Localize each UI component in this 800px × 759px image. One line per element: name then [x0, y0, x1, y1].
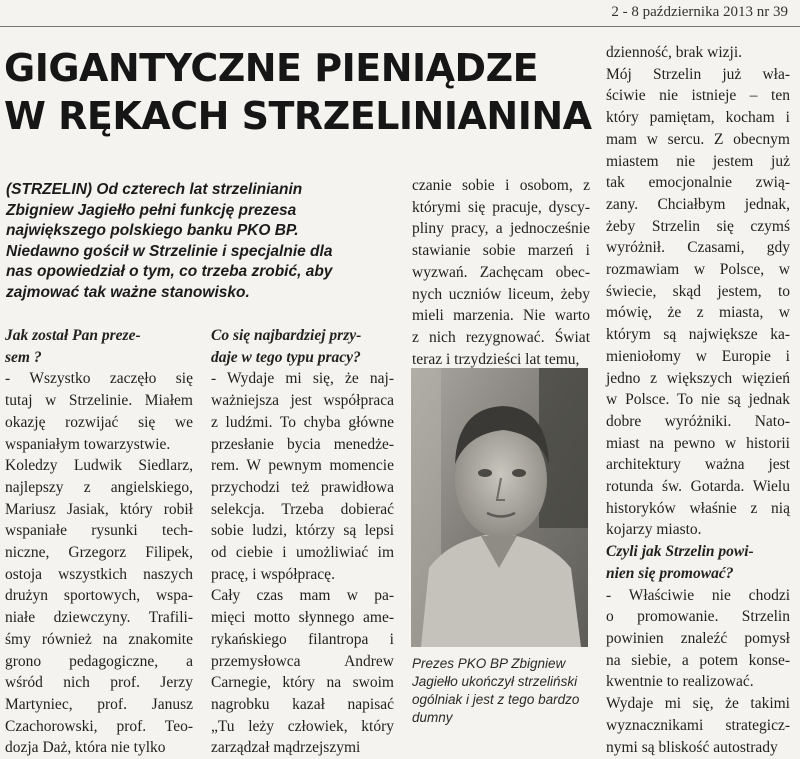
headline-line: W RĘKACH STRZELINIANINA: [4, 94, 592, 138]
column-text-line: sobie ludzi, którzy są lepsi: [211, 522, 394, 540]
caption-line: Jagiełło ukończył strzeliński: [412, 674, 578, 689]
column-text-line: zany. Chciałbym jednak,: [606, 195, 790, 213]
text-column-4: [606, 42, 790, 758]
column-text-line: - Wydaje mi się, że naj-: [211, 370, 394, 388]
text-column-2: [211, 325, 394, 759]
column-text-line: ważniejsza jest współpraca: [211, 392, 394, 410]
column-text-line: ściwie nie istnieje – ten: [606, 87, 790, 105]
column-text-line: z ludźmi. To chyba główne: [211, 413, 394, 431]
column-text-line: nych uczniów liceum, żeby: [412, 285, 590, 303]
headline-line: GIGANTYCZNE PIENIĄDZE: [4, 46, 539, 90]
column-text-line: wspaniałym towarzystwie.: [5, 435, 171, 453]
column-text-line: mówię, że z miasta, w: [606, 304, 790, 322]
column-text-line: Wydaje mi się, że takimi: [606, 695, 790, 713]
column-text-line: rotunda św. Gotarda. Wielu: [606, 478, 790, 496]
text-column-1: [5, 325, 193, 759]
issue-date: 2 - 8 października 2013 nr 39: [611, 4, 788, 20]
column-text-line: ostoja wszystkich naszych: [5, 565, 193, 583]
column-text-line: którymi się pracuje, dyscy-: [412, 198, 590, 216]
column-text-line: niczne, Grzegorz Filipek,: [5, 544, 193, 562]
column-text-line: pracę, i współpracę.: [211, 565, 335, 583]
caption-line: dumny: [412, 710, 453, 725]
column-text-line: mieli marzenia. Nie warto: [412, 307, 590, 325]
lead-line: największego polskiego banku PKO BP.: [6, 222, 299, 240]
column-text-line: „Tu leży człowiek, który: [211, 717, 394, 735]
column-text-line: - Wszystko zaczęło się: [5, 370, 193, 388]
interview-question-line: sem ?: [5, 348, 42, 366]
lead-line: zajmować tak ważne stanowisko.: [6, 283, 250, 301]
column-text-line: nagrobku kazał napisać: [211, 695, 394, 713]
column-text-line: przemysłowca Andrew: [211, 652, 394, 670]
column-text-line: żeby Strzelin się czymś: [606, 217, 790, 235]
column-text-line: rozmawiam w Polsce, w: [606, 261, 790, 279]
portrait-photo: [411, 368, 588, 647]
column-text-line: Martyniec, prof. Janusz: [5, 695, 193, 713]
column-text-line: dzienność, brak wizji.: [606, 44, 743, 61]
column-text-line: mieniołomy w Europie i: [606, 347, 790, 365]
lead-line: nas opowiedział o tym, co trzeba zrobić, aby: [6, 263, 333, 281]
column-text-line: dozja Daż, która nie tylko: [5, 739, 166, 757]
column-text-line: rem. W pewnym momencie: [211, 457, 394, 475]
text-column-3: [412, 175, 590, 370]
column-text-line: przesłanie bycia menedże-: [211, 435, 394, 453]
column-text-line: dobre wyróżniki. Nato-: [606, 412, 790, 430]
column-text-line: zarządzał mądrzejszymi: [211, 739, 361, 757]
caption-line: Prezes PKO BP Zbigniew: [412, 656, 566, 671]
column-text-line: na siebie, a potem konse-: [606, 651, 790, 669]
column-text-line: tutaj w Strzelinie. Miałem: [5, 392, 193, 410]
column-text-line: stawianie sobie marzeń i: [412, 242, 590, 260]
headline: [4, 44, 594, 140]
column-text-line: powinien znaleźć pomysł: [606, 629, 790, 647]
column-text-line: wspaniałe rysunki tech-: [5, 522, 193, 540]
column-text-line: rykańskiego filantropa i: [211, 630, 394, 648]
column-text-line: drużyn sportowych, wspa-: [5, 587, 193, 605]
column-text-line: czanie sobie i osobom, z: [412, 177, 590, 194]
column-text-line: miast na pewno w historii: [606, 434, 790, 452]
header-divider: [0, 26, 800, 27]
column-text-line: wyznacznikami strategicz-: [606, 716, 790, 734]
column-text-line: w Polsce. To nie są jednak: [606, 391, 790, 409]
column-text-line: wyróżnił. Czasami, gdy: [606, 239, 790, 257]
column-text-line: nymi są bliskość autostrady: [606, 738, 778, 756]
interview-question-line: daje w tego typu pracy?: [211, 348, 361, 366]
column-text-line: mam w sercu. Z obecnym: [606, 130, 790, 148]
lead-line: Zbigniew Jagiełło pełni funkcję prezesa: [6, 201, 297, 219]
caption-line: ogólniak i jest z tego bardzo: [412, 692, 580, 707]
column-text-line: który pamiętam, kocham i: [606, 109, 790, 127]
column-text-line: niałe dziewczyny. Trafili-: [5, 609, 193, 627]
column-text-line: Carnegie, który na swoim: [211, 674, 394, 692]
lead-line: (STRZELIN) Od czterech lat strzelinianin: [6, 181, 303, 198]
column-text-line: - Właściwie nie chodzi: [606, 586, 790, 604]
interview-question-line: Czyli jak Strzelin powi-: [606, 543, 754, 561]
column-text-line: mięci motto słynnego ame-: [211, 609, 394, 627]
interview-question-line: Jak został Pan preze-: [5, 327, 141, 344]
column-text-line: miastem nie jestem już: [606, 152, 790, 170]
column-text-line: okazję rozwijać się we: [5, 413, 193, 431]
column-text-line: Mariusz Jasiak, który robił: [5, 500, 193, 518]
interview-question-line: Co się najbardziej przy-: [211, 327, 362, 344]
interview-question-line: nien się promować?: [606, 564, 734, 582]
column-text-line: teraz i trzydzieści lat temu,: [412, 350, 580, 368]
column-text-line: z nich rezygnować. Świat: [412, 328, 590, 346]
column-text-line: przychodzi też prawidłowa: [211, 478, 394, 496]
article-lead: [6, 180, 398, 304]
column-text-line: pliny pracy, a jednocześnie: [412, 220, 590, 238]
column-text-line: najlepszy z angielskiego,: [5, 478, 193, 496]
column-text-line: od ciebie i umożliwiać im: [211, 544, 394, 562]
column-text-line: Cały czas mam w pa-: [211, 587, 394, 605]
column-text-line: o promowanie. Strzelin: [606, 608, 790, 626]
column-text-line: Mój Strzelin już wła-: [606, 65, 790, 83]
column-text-line: którym są największe ka-: [606, 326, 790, 344]
column-text-line: grono pedagogiczne, a: [5, 652, 193, 670]
lead-line: Niedawno gościł w Strzelinie i specjalnie dla: [6, 242, 333, 260]
column-text-line: Czachorowski, prof. Teo-: [5, 717, 193, 735]
photo-caption: [412, 655, 592, 727]
column-text-line: kojarzy miasto.: [606, 521, 702, 539]
column-text-line: wyzwań. Zachęcam obec-: [412, 263, 590, 281]
column-text-line: architektury ważna jest: [606, 456, 790, 474]
column-text-line: jedno z większych więzień: [606, 369, 790, 387]
column-text-line: świecie, skąd jestem, to: [606, 282, 790, 300]
column-text-line: kwentnie to realizować.: [606, 673, 754, 691]
column-text-line: historyków właśnie z nią: [606, 499, 790, 517]
column-text-line: Koledzy Ludwik Siedlarz,: [5, 457, 193, 475]
column-text-line: śmy również na znakomite: [5, 630, 193, 648]
column-text-line: tak emocjonalnie zwią-: [606, 174, 790, 192]
column-text-line: selekcja. Trzeba dobierać: [211, 500, 394, 518]
column-text-line: wśród nich prof. Jerzy: [5, 674, 193, 692]
